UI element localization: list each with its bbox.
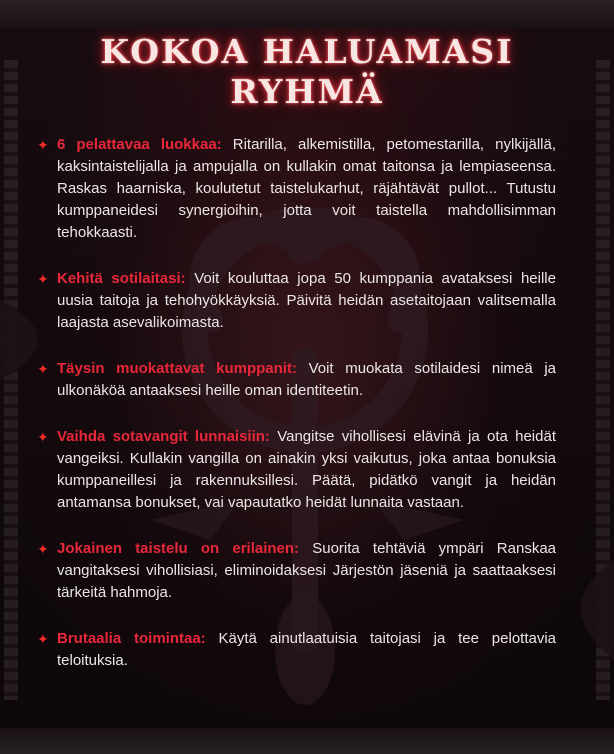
feature-item bbox=[37, 134, 556, 244]
star-bullet-icon: ✦ bbox=[37, 271, 49, 287]
feature-text: Vangitse vihollisesi elävinä ja ota heidät vangeiksi. Kullakin vangilla on ainakin yksi vaikutus, joka antaa bonuksia kumppaneillesi ja rakennuksillesi. Päätä, pidätkö vangit ja heidän antamansa bonukset, vai vapautatko heidät lunnaita vastaan. bbox=[57, 428, 556, 511]
feature-text: Voit kouluttaa jopa 50 kumppania avataksesi heille uusia taitoja ja tehohyökkäyksiä. Päivitä heidän asetaitojaan valitsemalla laajasta asevalikoimasta. bbox=[57, 270, 556, 331]
feature-title: Brutaalia toimintaa: bbox=[57, 630, 206, 647]
feature-title: Täysin muokattavat kumppanit: bbox=[57, 360, 297, 377]
feature-item bbox=[37, 268, 556, 334]
feature-text: Voit muokata sotilaidesi nimeä ja ulkonäköä antaaksesi heille oman identiteetin. bbox=[57, 360, 556, 399]
title-line-1: KOKOA HALUAMASI bbox=[100, 32, 514, 71]
feature-list bbox=[37, 134, 556, 696]
feature-item bbox=[37, 538, 556, 604]
feature-item bbox=[37, 426, 556, 514]
feature-title: Jokainen taistelu on erilainen: bbox=[57, 540, 300, 557]
feature-text: Käytä ainutlaatuisia taitojasi ja tee pelottavia teloituksia. bbox=[57, 630, 557, 669]
star-bullet-icon: ✦ bbox=[37, 631, 49, 647]
feature-text: Ritarilla, alkemistilla, petomestarilla, nylkijällä, kaksintaistelijalla ja ampujalla on kullakin omat taitonsa ja lempiaseensa. Raskas haarniska, koulutetut taistelukarhut, räjähtävät pullot... Tutustu kumppaneidesi synergioihin, jotta voit taistella mahdollisimman tehokkaasti. bbox=[57, 136, 556, 241]
star-bullet-icon: ✦ bbox=[37, 137, 49, 153]
page-title bbox=[30, 32, 584, 112]
star-bullet-icon: ✦ bbox=[37, 429, 49, 445]
feature-item bbox=[37, 628, 556, 672]
feature-title: 6 pelattavaa luokkaa: bbox=[57, 136, 222, 153]
feature-title: Kehitä sotilaitasi: bbox=[57, 270, 186, 287]
star-bullet-icon: ✦ bbox=[37, 541, 49, 557]
star-bullet-icon: ✦ bbox=[37, 361, 49, 377]
feature-text: Suorita tehtäviä ympäri Ranskaa vangitaksesi vihollisiasi, eliminoidaksesi Järjestön jäseniä ja saattaaksesi tärkeitä hahmoja. bbox=[57, 540, 557, 601]
feature-item bbox=[37, 358, 556, 402]
feature-title: Vaihda sotavangit lunnaisiin: bbox=[57, 428, 270, 445]
title-line-2: RYHMÄ bbox=[230, 72, 384, 111]
